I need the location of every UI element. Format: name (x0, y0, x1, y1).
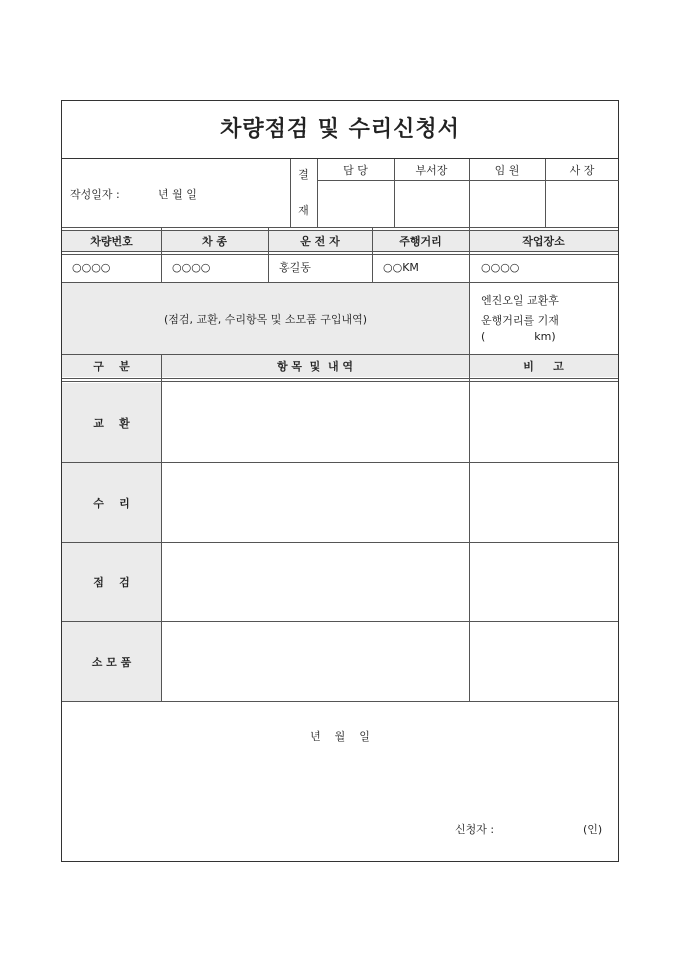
repair-remarks-field[interactable] (470, 463, 618, 542)
approval-sign-box-president[interactable] (545, 181, 619, 228)
vehicle-header-mileage: 주행거리 (399, 235, 442, 248)
footer-date: 년 월 일 (310, 730, 370, 743)
oil-change-note-line2: 운행거리를 기재 (481, 314, 559, 327)
oil-change-note-line1: 엔진오일 교환후 (481, 294, 559, 307)
vehicle-header-driver: 운 전 자 (300, 235, 340, 248)
approval-sign-box-staff[interactable] (317, 181, 394, 228)
repair-items-field[interactable] (162, 463, 469, 542)
applicant-name-field[interactable] (517, 817, 581, 837)
approval-label-bottom: 재 (298, 204, 309, 217)
exchange-items-field[interactable] (162, 383, 469, 462)
category-exchange: 교 환 (93, 416, 130, 430)
vehicle-value-driver[interactable]: 홍길동 (279, 261, 311, 274)
consumables-items-field[interactable] (162, 622, 469, 701)
detail-header-items: 항 목 및 내 역 (276, 360, 354, 373)
approval-label-top: 결 (298, 168, 309, 181)
detail-header-category: 구 분 (93, 360, 130, 373)
written-date-value: 년 월 일 (158, 188, 197, 201)
vehicle-value-plate[interactable]: ○○○○ (72, 260, 111, 274)
approval-role-executive: 임 원 (494, 164, 520, 177)
applicant-seal: (인) (583, 823, 603, 836)
exchange-remarks-field[interactable] (470, 383, 618, 462)
vehicle-header-location: 작업장소 (522, 235, 565, 248)
inspection-items-field[interactable] (162, 543, 469, 621)
approval-role-dept-head: 부서장 (415, 164, 448, 177)
detail-header-remarks: 비 고 (523, 360, 564, 373)
vehicle-value-mileage[interactable]: ○○KM (383, 260, 419, 274)
written-date-label: 작성일자 : (70, 188, 120, 201)
vehicle-repair-request-form (61, 100, 619, 862)
oil-change-note-line3: ( km) (481, 330, 556, 343)
category-consumables: 소 모 품 (91, 655, 132, 669)
vehicle-value-location[interactable]: ○○○○ (481, 260, 520, 274)
approval-sign-box-executive[interactable] (469, 181, 545, 228)
inspection-remarks-field[interactable] (470, 543, 618, 621)
purchase-details-note: (점검, 교환, 수리항목 및 소모품 구입내역) (163, 312, 368, 326)
vehicle-header-model: 차 종 (201, 235, 228, 248)
approval-role-president: 사 장 (569, 164, 595, 177)
approval-role-staff: 담 당 (343, 164, 368, 177)
vehicle-header-plate: 차량번호 (90, 235, 133, 248)
category-inspection: 점 검 (93, 576, 130, 589)
approval-sign-box-dept-head[interactable] (394, 181, 469, 228)
vehicle-value-model[interactable]: ○○○○ (172, 260, 211, 274)
applicant-label: 신청자 : (455, 823, 495, 836)
form-title: 차량점검 및 수리신청서 (62, 101, 618, 159)
category-repair: 수 리 (93, 496, 130, 510)
consumables-remarks-field[interactable] (470, 622, 618, 701)
